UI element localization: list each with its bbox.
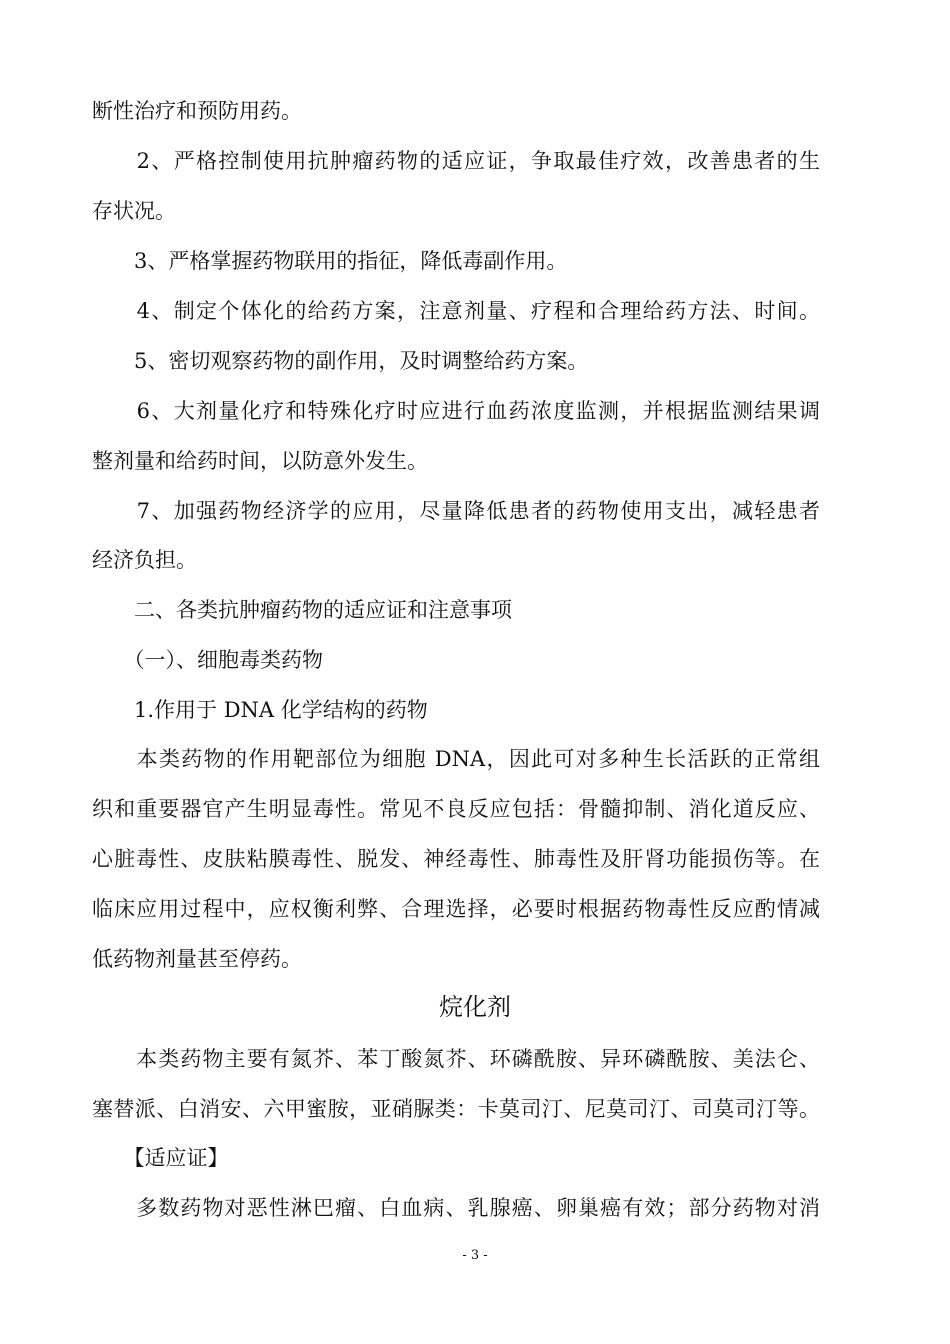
text-line: 存状况。 — [92, 199, 176, 223]
text-line: 经济负担。 — [92, 548, 197, 572]
text-line: 织和重要器官产生明显毒性。常见不良反应包括：骨髓抑制、消化道反应、 — [92, 797, 820, 821]
centered-heading: 烷化剂 — [439, 993, 511, 1021]
text-line: 3、严格掌握药物联用的指征，降低毒副作用。 — [92, 249, 568, 273]
subsection-heading: （一）、细胞毒类药物 — [92, 648, 323, 672]
text-line: 断性治疗和预防用药。 — [92, 99, 302, 123]
text-line: 塞替派、白消安、六甲蜜胺，亚硝脲类：卡莫司汀、尼莫司汀、司莫司汀等。 — [92, 1097, 820, 1121]
text-line: 低药物剂量甚至停药。 — [92, 947, 302, 971]
text-line: 本类药物主要有氮芥、苯丁酸氮芥、环磷酰胺、异环磷酰胺、美法仑、 — [92, 1047, 820, 1071]
text-line: 6、大剂量化疗和特殊化疗时应进行血药浓度监测，并根据监测结果调 — [92, 399, 820, 423]
text-line: 7、加强药物经济学的应用，尽量降低患者的药物使用支出，减轻患者 — [92, 499, 820, 523]
text-line: 整剂量和给药时间，以防意外发生。 — [92, 449, 428, 473]
text-line: 2、严格控制使用抗肿瘤药物的适应证，争取最佳疗效，改善患者的生 — [92, 149, 820, 173]
text-line: 多数药物对恶性淋巴瘤、白血病、乳腺癌、卵巢癌有效；部分药物对消 — [92, 1196, 820, 1220]
subsection-heading: 1.作用于 DNA 化学结构的药物 — [92, 698, 428, 722]
text-line: 心脏毒性、皮肤粘膜毒性、脱发、神经毒性、肺毒性及肝肾功能损伤等。在 — [92, 847, 820, 871]
text-line: 4、制定个体化的给药方案，注意剂量、疗程和合理给药方法、时间。 — [92, 299, 820, 323]
section-heading: 二、各类抗肿瘤药物的适应证和注意事项 — [92, 598, 512, 622]
text-line: 5、密切观察药物的副作用，及时调整给药方案。 — [92, 349, 589, 373]
text-line: 临床应用过程中，应权衡利弊、合理选择，必要时根据药物毒性反应酌情减 — [92, 897, 820, 921]
page-number: - 3 - — [462, 1248, 488, 1263]
text-line: 【适应证】 — [92, 1146, 229, 1170]
text-line: 本类药物的作用靶部位为细胞 DNA，因此可对多种生长活跃的正常组 — [92, 747, 820, 771]
